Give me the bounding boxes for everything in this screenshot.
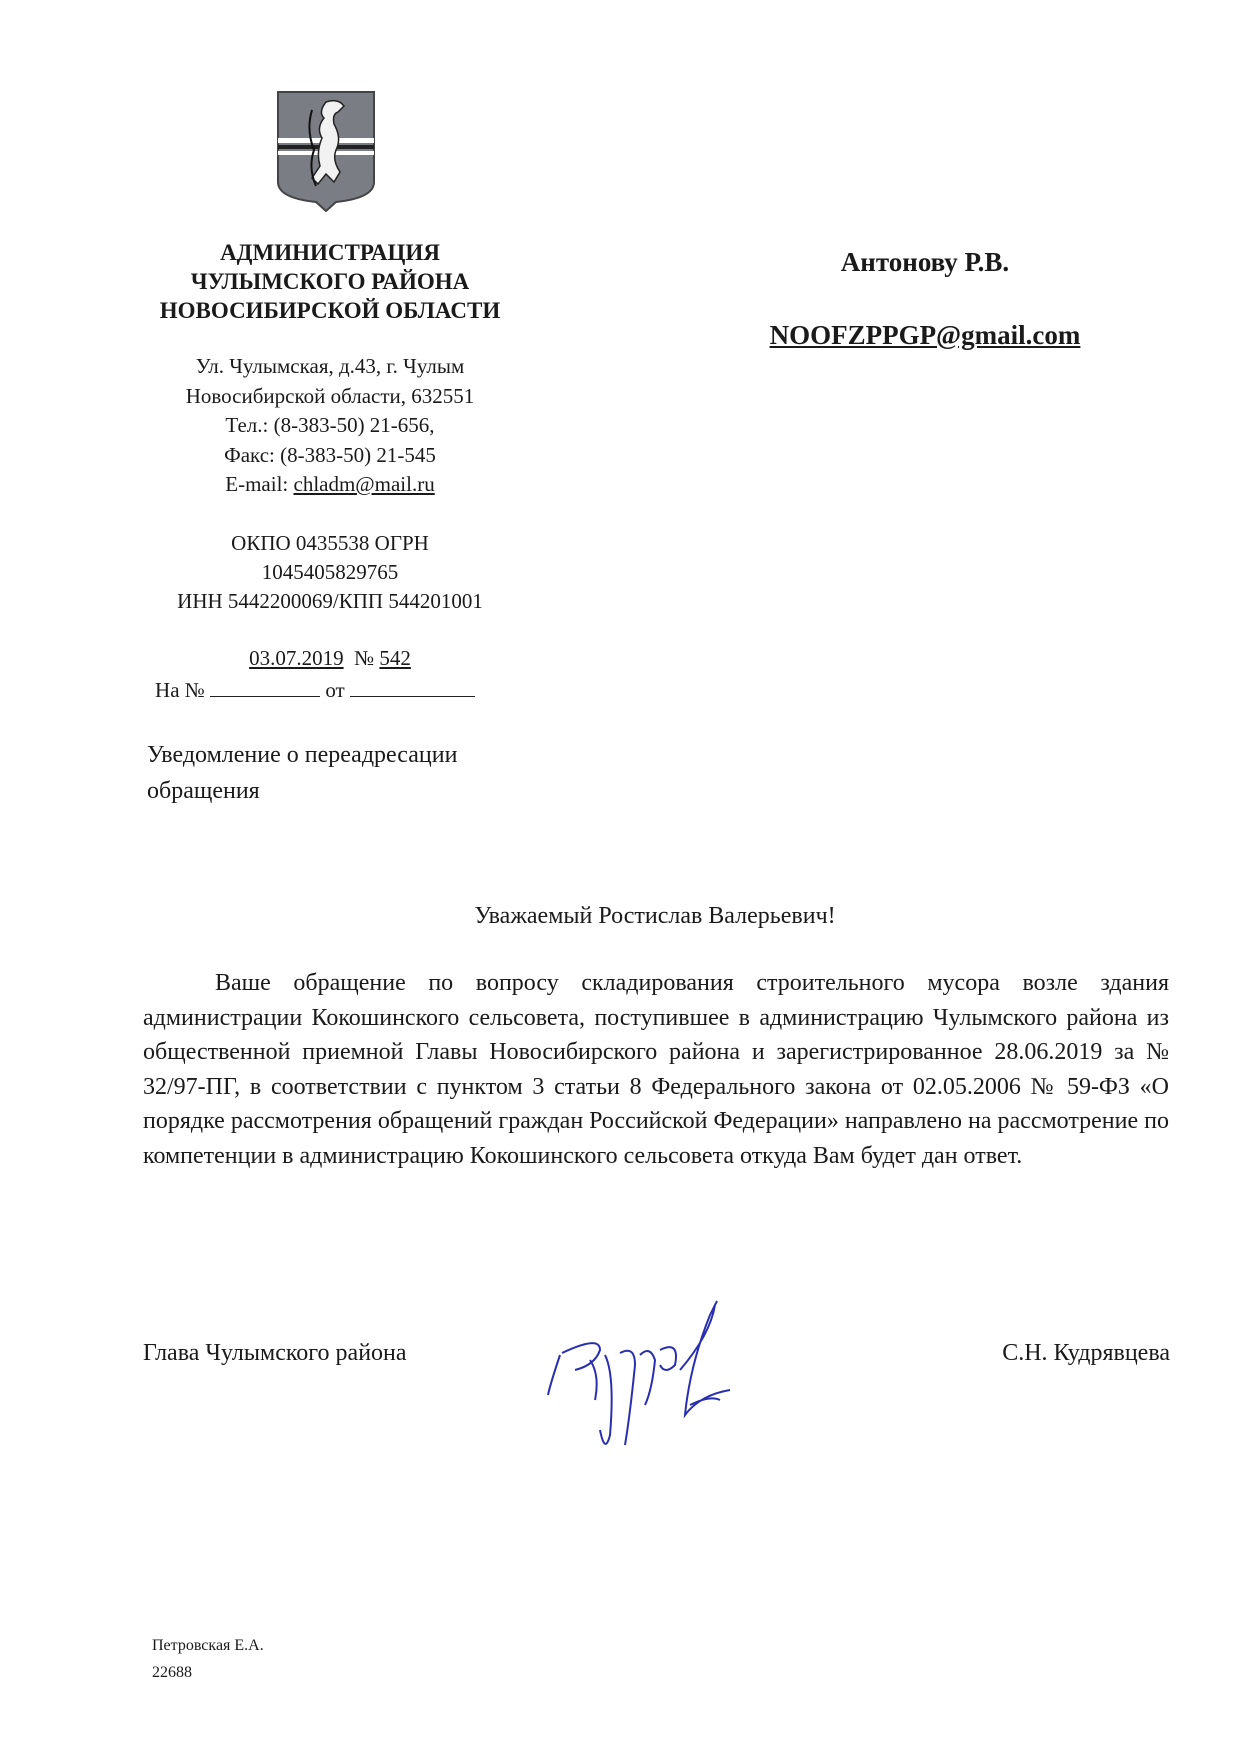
coat-of-arms-icon <box>276 90 376 212</box>
sender-address <box>120 352 540 500</box>
org-line: АДМИНИСТРАЦИЯ <box>220 240 440 265</box>
executor-name: Петровская Е.А. <box>152 1637 264 1654</box>
handwritten-signature <box>540 1295 770 1460</box>
signatory-position: Глава Чулымского района <box>143 1340 407 1366</box>
email-label: E-mail: <box>225 472 294 496</box>
ref-from-label: от <box>325 678 345 702</box>
outgoing-number: 542 <box>379 646 411 670</box>
subject-line: Уведомление о переадресации <box>147 742 458 768</box>
greeting: Уважаемый Ростислав Валерьевич! <box>474 903 836 929</box>
sender-codes <box>120 529 540 616</box>
executor-phone: 22688 <box>152 1664 192 1681</box>
address-line: Тел.: (8-383-50) 21-656, <box>225 413 435 437</box>
address-line: Новосибирской области, 632551 <box>185 383 475 408</box>
signatory-name: С.Н. Кудрявцева <box>1002 1340 1170 1366</box>
number-label: № <box>354 646 375 670</box>
email-line <box>120 470 540 500</box>
outgoing-date: 03.07.2019 <box>249 646 344 670</box>
ref-date-blank <box>350 678 475 697</box>
subject-line: обращения <box>147 778 260 804</box>
codes-line: 1045405829765 <box>261 560 399 584</box>
address-line: Факс: (8-383-50) 21-545 <box>224 442 436 467</box>
org-line: ЧУЛЫМСКОГО РАЙОНА <box>190 269 470 294</box>
codes-line: ОКПО 0435538 ОГРН <box>231 531 429 555</box>
body-paragraph: Ваше обращение по вопросу складирования строительного мусора возле здания администрации Кокошинского сельсовета, поступившее в администрацию Чулымского района из общественной приемной Главы Новосибирского района и зарегистрированное 28.06.2019 за № 32/97-ПГ, в соответствии с пунктом 3 статьи 8 Федерального закона от 02.05.2006 № 59-ФЗ «О порядке рассмотрения обращений граждан Российской Федерации» направлено на рассмотрение по компетенции в администрацию Кокошинского сельсовета откуда Вам будет дан ответ. <box>143 970 1169 1169</box>
sender-email-link[interactable]: chladm@mail.ru <box>293 472 435 496</box>
ref-label: На № <box>155 678 205 702</box>
org-line: НОВОСИБИРСКОЙ ОБЛАСТИ <box>159 298 501 323</box>
ref-number-blank <box>210 678 320 697</box>
codes-line: ИНН 5442200069/КПП 544201001 <box>177 589 483 613</box>
recipient-email[interactable]: NOOFZPPGP@gmail.com <box>769 320 1081 350</box>
subject <box>147 737 567 809</box>
executor-info <box>152 1632 264 1686</box>
outgoing-reference <box>120 642 540 706</box>
address-line: Ул. Чулымская, д.43, г. Чулым <box>195 354 465 378</box>
recipient-name: Антонову Р.В. <box>840 247 1010 277</box>
sender-org-name <box>120 238 540 325</box>
